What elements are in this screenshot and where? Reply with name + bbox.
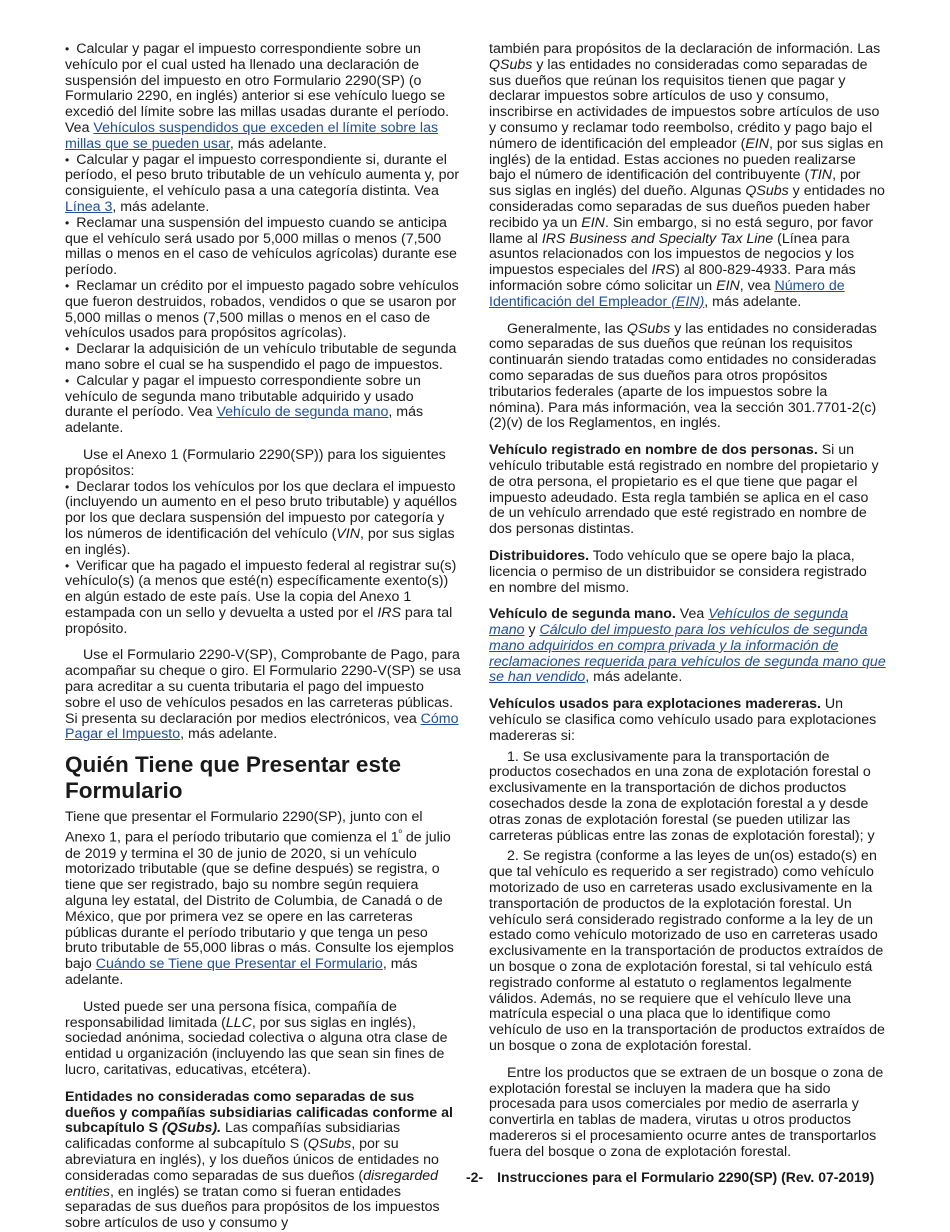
link-when-to-file[interactable]: Cuándo se Tiene que Presentar el Formulario [95,956,383,973]
dealers-paragraph: Distribuidores. Todo vehículo que se opere bajo la placa, licencia o permiso de un distribuidor se considera registrado en nombre del mismo. [489,547,867,596]
link-employer-id-number[interactable]: Número de Identificación del Empleador (EIN) [489,277,845,310]
bullet-item: • Reclamar un crédito por el impuesto pagado sobre vehículos que fueron destruidos, robados, vendidos o que se usaron por 5,000 millas o menos (7,500 millas o menos en el caso de vehículos usados para propósitos agrícolas). [65,279,462,342]
section-heading: Quién Tiene que Presentar este Formulario [65,752,401,804]
logging-item-2: 2. Se registra (conforme a las leyes de un(os) estado(s) en que tal vehículo es requerido a ser registrado) como vehículo motorizado de uso en carreteras usado exclusivamente en la transportación de productos de la explotación forestal. Un vehículo será considerado registrado conforme a la ley de un estado como vehículo motorizado de uso en carreteras usado exclusivamente en la transportación de productos extraídos de un bosque o zona de explotación forestal, si tal vehículo está registrado conforme al estatuto o reglamentos legalmente válidos. Además, no se requiere que el vehículo lleve una matrícula especial o una placa que lo identifique como vehículo de uso en la transportación de productos extraídos de un bosque o zona de explotación forestal. [489,848,885,1055]
form-v-paragraph: Use el Formulario 2290-V(SP), Comprobante de Pago, para acompañar su cheque o giro. El Formulario 2290-V(SP) se usa para acreditar a su cuenta tributaria el pago del impuesto sobre el uso de vehículos pesados en las carreteras públicas. Si presenta su declaración por medios electrónicos, vea Cómo Pagar el Impuesto, más adelante. [65,647,461,743]
link-used-vehicle-tax-calc[interactable]: Cálculo del impuesto para los vehículos de segunda mano adquiridos en compra privada y la información de reclamaciones requerida para vehículos de segunda mano que se han vendido [489,622,886,686]
bullet-item: • Calcular y pagar el impuesto correspondiente sobre un vehículo de segunda mano tributable adquirido y usado durante el período. Vea Vehículo de segunda mano, más adelante. [65,374,462,437]
two-persons-paragraph: Vehículo registrado en nombre de dos personas. Si un vehículo tributable está registrado en nombre del propietario y de otra persona, el propietario es el que tiene que pagar el impuesto adeudado. Esta regla también se aplica en el caso de un vehículo arrendado que esté registrado en nombre de dos personas distintas. [489,442,879,538]
annex-intro: Use el Anexo 1 (Formulario 2290(SP)) para los siguientes propósitos: [65,446,446,479]
bullet-item: • Declarar la adquisición de un vehículo tributable de segunda mano sobre el cual se ha suspendido el pago de impuestos. [65,342,462,374]
qsubs-continuation: también para propósitos de la declaración de información. Las QSubs y las entidades no consideradas como separadas de sus dueños que reúnan los requisitos tienen que pagar y declarar impuestos sobre artículos de uso y consumo, inscribirse en actividades de impuestos sobre artículos de uso y consumo y reclamar todo reembolso, crédito y pago bajo el número de identificación del empleador (EIN, por sus siglas en inglés) de la entidad. Estas acciones no pueden realizarse bajo el número de identificación del contribuyente (TIN, por sus siglas en inglés) del dueño. Algunas QSubs y entidades no consideradas como separadas de sus dueños pueden haber recibido ya un EIN. Sin embargo, si no está seguro, por favor llame al IRS Business and Specialty Tax Line (Línea para asuntos relacionados con los impuestos de negocios y los impuestos especiales del IRS) al 800-829-4933. Para más información sobre cómo solicitar un EIN, vea Número de Identificación del Empleador (EIN), más adelante. [489,41,885,310]
link-line-3[interactable]: Línea 3 [65,198,113,215]
footer-title: Instrucciones para el Formulario 2290(SP) (Rev. 07-2019) [497,1169,875,1185]
who-must-file-paragraph: Tiene que presentar el Formulario 2290(SP), junto con el Anexo 1, para el período tributario que comienza el $1^º$ de julio de 2019 y termina el 30 de junio de 2020, si un vehículo motorizado tributable (que se define después) se registra, o tiene que ser registrado, bajo su nombre según requiera alguna ley estatal, del Distrito de Columbia, de Canadá o de México, que por primera vez se opere en las carreteras públicas durante el período tributario y que tenga un peso bruto tributable de 55,000 libras o más. Consulte los ejemplos bajo Cuándo se Tiene que Presentar el Formulario, más adelante. [65,809,454,988]
right-column [489,42,886,1161]
logging-paragraph: Vehículos usados para explotaciones madereras. Un vehículo se clasifica como vehículo usado para explotaciones madereras si: [489,696,877,744]
page-number: -2- [466,1169,484,1185]
bullet-item: • Reclamar una suspensión del impuesto cuando se anticipa que el vehículo será usado por 5,000 millas o menos (7,500 millas o menos en el caso de vehículos agrícolas) durante ese período. [65,216,462,279]
logging-item-1: 1. Se usa exclusivamente para la transportación de productos cosechados en una zona de explotación forestal o exclusivamente en la transportación de dichos productos cosechados desde la zona de explotación forestal a y desde otras zonas de explotación forestal (se pueden utilizar las carreteras públicas entre las zonas de explotación forestal); y [489,748,875,844]
bullet-item: • Verificar que ha pagado el impuesto federal al registrar su(s) vehículo(s) (a menos que esté(n) específicamente exento(s)) en algún estado de este país. Use la copia del Anexo 1 estampada con un sello y devuelta a usted por el IRS para tal propósito. [65,559,462,638]
bullet-item: • Calcular y pagar el impuesto correspondiente si, durante el período, el peso bruto tributable de un vehículo aumenta y, por consiguiente, el vehículo pasa a una categoría distinta. Vea Línea 3, más adelante. [65,153,462,216]
bullet-item: • Declarar todos los vehículos por los que declara el impuesto (incluyendo un aumento en el peso bruto tributable) y aquéllos por los que declara suspensión del impuesto por categoría y los números de identificación del vehículo (VIN, por sus siglas en inglés). [65,480,462,559]
page-footer [466,1169,874,1185]
general-paragraph: Generalmente, las QSubs y las entidades no consideradas como separadas de sus dueños que reúnan los requisitos continuarán siendo tratadas como entidades no consideradas como separadas de sus dueños para otros propósitos tributarios federales (aparte de los impuestos sobre la nómina). Para más información, vea la sección 301.7701-2(c)(2)(v) de los Reglamentos, en inglés. [489,320,877,432]
products-paragraph: Entre los productos que se extraen de un bosque o zona de explotación forestal se incluyen la madera que ha sido procesada para usos comerciales por medio de aserrarla y convertirla en tablas de madera, virutas u otros productos madereros si el procesamiento ocurre antes de transportarlos fuera del bosque o zona de explotación forestal. [489,1064,884,1160]
persons-paragraph: Usted puede ser una persona física, compañía de responsabilidad limitada (LLC, por sus siglas en inglés), sociedad anónima, sociedad colectiva o alguna otra clase de entidad u organización (incluyendo las que sean sin fines de lucro, caritativas, educativas, etcétera). [65,998,448,1078]
used-vehicle-paragraph: Vehículo de segunda mano. Vea Vehículos de segunda mano y Cálculo del impuesto para los vehículos de segunda mano adquiridos en compra privada y la información de reclamaciones requerida para vehículos de segunda mano que se han vendido, más adelante. [489,606,886,686]
link-suspended-vehicles[interactable]: Vehículos suspendidos que exceden el límite sobre las millas que se pueden usar [65,119,439,152]
bullet-item: • Calcular y pagar el impuesto correspondiente sobre un vehículo por el cual usted ha llenado una declaración de suspensión del impuesto en otro Formulario 2290(SP) (o Formulario 2290, en inglés) anterior si ese vehículo luego se excedió del límite sobre las millas usadas durante el período. Vea Vehículos suspendidos que exceden el límite sobre las millas que se pueden usar, más adelante. [65,42,462,153]
link-used-vehicle[interactable]: Vehículo de segunda mano [216,404,389,421]
entities-paragraph: Entidades no consideradas como separadas de sus dueños y compañías subsidiarias calificadas conforme al subcapítulo S (QSubs). Las compañías subsidiarias calificadas conforme al subcapítulo S (QSubs, por su abreviatura en inglés), y los dueños únicos de entidades no consideradas como separadas de sus dueños (disregarded entities, en inglés) se tratan como si fueran entidades separadas de sus dueños para propósitos de los impuestos sobre artículos de uso y consumo y [65,1088,453,1232]
left-column [65,42,462,1232]
link-how-to-pay[interactable]: Cómo Pagar el Impuesto [65,710,459,743]
link-used-vehicles[interactable]: Vehículos de segunda mano [489,606,849,639]
